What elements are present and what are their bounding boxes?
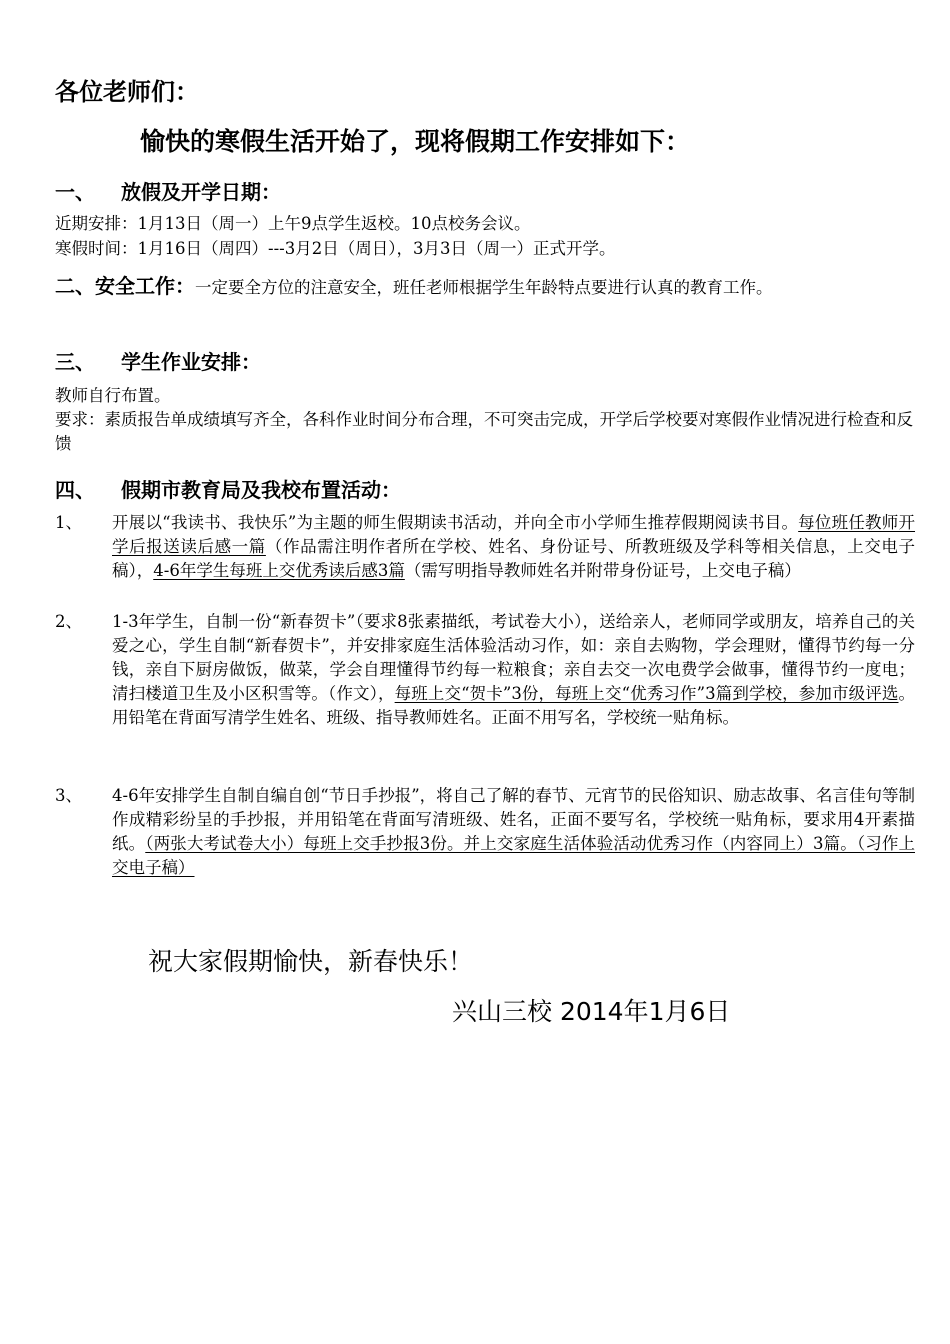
item1-text-part: 开展以“我读书、我快乐”为主题的师生假期读书活动，并向全市小学师生推荐假期阅读书目。: [112, 513, 799, 532]
list-item-number: 2、: [55, 612, 82, 631]
list-item-text: [112, 511, 915, 583]
signature-date: 兴山三校 2014年1月6日: [452, 997, 731, 1026]
section3-line-requirements: 要求：素质报告单成绩填写齐全，各科作业时间分布合理，不可突击完成，开学后学校要对寒假作业情况进行检查和反馈: [55, 410, 913, 453]
section1-line-vacation: 寒假时间：1月16日（周四）---3月2日（周日），3月3日（周一）正式开学。: [55, 239, 616, 258]
section3-title: 学生作业安排：: [121, 350, 261, 374]
section3-body: [55, 384, 915, 456]
item2-underlined-text: 每班上交“贺卡”3份，每班上交“优秀习作”3篇到学校，参加市级评选: [394, 684, 899, 703]
item2-text-part: 。用铅笔在背面写清学生姓名、班级、指导教师姓名。正面不用写名，学校统一贴角标。: [112, 684, 915, 727]
intro-heading: 愉快的寒假生活开始了，现将假期工作安排如下：: [140, 127, 691, 156]
section3-number: 三、: [55, 350, 95, 374]
item1-text-part: （作品需注明作者所在学校、姓名、身份证号、所教班级及学科等相关信息，上交电子稿），: [112, 537, 916, 580]
item3-underlined-text: （两张大考试卷大小）每班上交手抄报3份。并上交家庭生活体验活动优秀习作（内容同上）3篇。（习作上交电子稿）: [112, 834, 915, 877]
list-item: [55, 610, 915, 730]
section2-body: 一定要全方位的注意安全，班任老师根据学生年龄特点要进行认真的教育工作。: [195, 278, 773, 297]
section4-title: 假期市教育局及我校布置活动：: [121, 478, 401, 502]
section1-heading: [55, 176, 281, 205]
section2-title: 二、安全工作：: [55, 274, 195, 298]
greeting-heading: 各位老师们：: [55, 78, 199, 106]
list-item-text: [112, 610, 915, 730]
item1-underlined-text: 4-6年学生每班上交优秀读后感3篇: [153, 561, 405, 580]
section4-number: 四、: [55, 478, 95, 502]
section1-title: 放假及开学日期：: [121, 180, 281, 204]
section3-heading: [55, 346, 261, 375]
section3-line-teacher: 教师自行布置。: [55, 386, 171, 405]
item1-underlined-text: 每位班任教师开学后报送读后感一篇: [112, 513, 916, 556]
list-item: [55, 784, 915, 880]
list-item: [55, 511, 915, 583]
section1-body: [55, 211, 915, 261]
section4-heading: [55, 474, 401, 503]
item2-text-part: 1-3年学生，自制一份“新春贺卡”（要求8张素描纸，考试卷大小），送给亲人，老师同学或朋友，培养自己的关爱之心，学生自制“新春贺卡”，并安排家庭生活体验活动习作，如：亲自去购物，学会理财，懂得节约每一分钱，亲自下厨房做饭，做菜，学会自理懂得节约每一粒粮食；亲自去交一次电费学会做事，懂得节约一度电；清扫楼道卫生及小区积雪等。（作文），: [112, 612, 915, 703]
list-item-number: 1、: [55, 513, 82, 532]
item1-text-part: （需写明指导教师姓名并附带身份证号，上交电子稿）: [404, 561, 801, 580]
item3-text-part: 4-6年安排学生自制自编自创“节日手抄报”，将自己了解的春节、元宵节的民俗知识、励志故事、名言佳句等制作成精彩纷呈的手抄报，并用铅笔在背面写清班级、姓名，正面不要写名，学校统一贴角标，要求用4开素描纸。: [112, 786, 915, 853]
list-item-text: [112, 784, 915, 880]
section1-number: 一、: [55, 180, 95, 204]
list-item-number: 3、: [55, 786, 82, 805]
closing-wishes: 祝大家假期愉快，新春快乐！: [148, 947, 474, 976]
section2-paragraph: [55, 270, 915, 304]
section1-line-recent: 近期安排：1月13日（周一）上午9点学生返校。10点校务会议。: [55, 214, 531, 233]
